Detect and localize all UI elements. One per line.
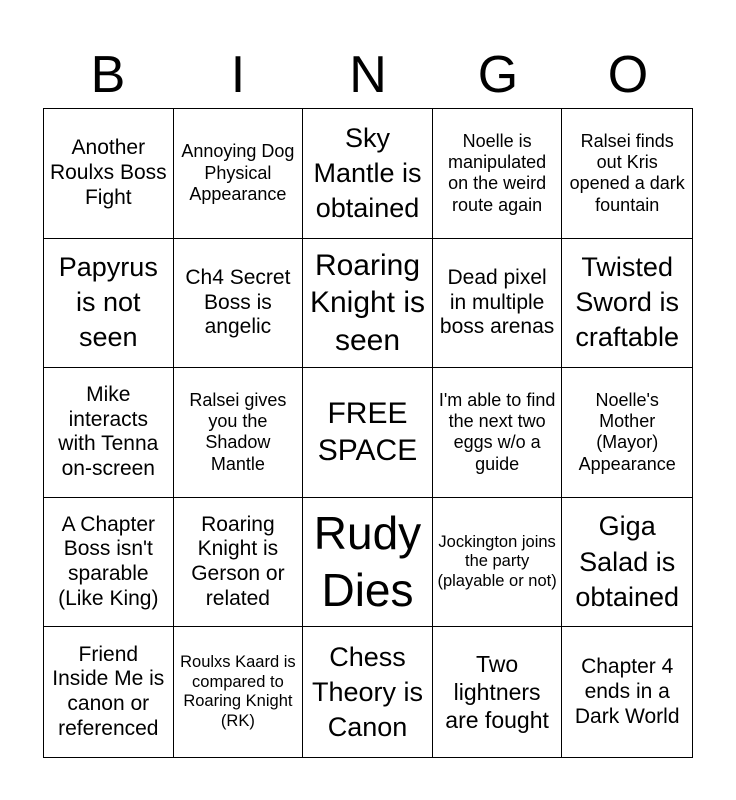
bingo-cell-r5c2[interactable]: Roulxs Kaard is compared to Roaring Knight (RK) — [174, 627, 304, 757]
bingo-cell-r3c2[interactable]: Ralsei gives you the Shadow Mantle — [174, 368, 304, 498]
bingo-board — [43, 108, 693, 758]
bingo-cell-r4c1[interactable]: A Chapter Boss isn't sparable (Like King) — [44, 498, 174, 628]
header-letter-i: I — [230, 46, 246, 104]
header-letter-n: N — [349, 46, 387, 104]
bingo-cell-r5c3[interactable]: Chess Theory is Canon — [303, 627, 433, 757]
bingo-cell-r2c3[interactable]: Roaring Knight is seen — [303, 239, 433, 369]
bingo-cell-r4c3[interactable]: Rudy Dies — [303, 498, 433, 628]
bingo-header — [43, 42, 693, 108]
bingo-cell-r4c5[interactable]: Giga Salad is obtained — [562, 498, 692, 628]
bingo-cell-r1c4[interactable]: Noelle is manipulated on the weird route again — [433, 109, 563, 239]
bingo-cell-r2c1[interactable]: Papyrus is not seen — [44, 239, 174, 369]
bingo-cell-r3c4[interactable]: I'm able to find the next two eggs w/o a guide — [433, 368, 563, 498]
bingo-cell-r5c4[interactable]: Two lightners are fought — [433, 627, 563, 757]
bingo-cell-r2c2[interactable]: Ch4 Secret Boss is angelic — [174, 239, 304, 369]
bingo-cell-r3c5[interactable]: Noelle's Mother (Mayor) Appearance — [562, 368, 692, 498]
bingo-cell-r1c3[interactable]: Sky Mantle is obtained — [303, 109, 433, 239]
header-letter-b: B — [90, 46, 126, 104]
bingo-cell-r5c1[interactable]: Friend Inside Me is canon or referenced — [44, 627, 174, 757]
header-letter-g: G — [477, 46, 519, 104]
bingo-cell-r2c4[interactable]: Dead pixel in multiple boss arenas — [433, 239, 563, 369]
bingo-cell-r1c2[interactable]: Annoying Dog Physical Appearance — [174, 109, 304, 239]
bingo-cell-r4c4[interactable]: Jockington joins the party (playable or not) — [433, 498, 563, 628]
bingo-cell-r1c1[interactable]: Another Roulxs Boss Fight — [44, 109, 174, 239]
bingo-cell-r1c5[interactable]: Ralsei finds out Kris opened a dark fountain — [562, 109, 692, 239]
header-letter-o: O — [607, 46, 649, 104]
bingo-cell-r2c5[interactable]: Twisted Sword is craftable — [562, 239, 692, 369]
bingo-cell-r4c2[interactable]: Roaring Knight is Gerson or related — [174, 498, 304, 628]
bingo-cell-r5c5[interactable]: Chapter 4 ends in a Dark World — [574, 655, 680, 728]
bingo-cell-r3c1[interactable]: Mike interacts with Tenna on-screen — [44, 368, 174, 498]
bingo-cell-free-space[interactable]: FREE SPACE — [303, 368, 433, 498]
